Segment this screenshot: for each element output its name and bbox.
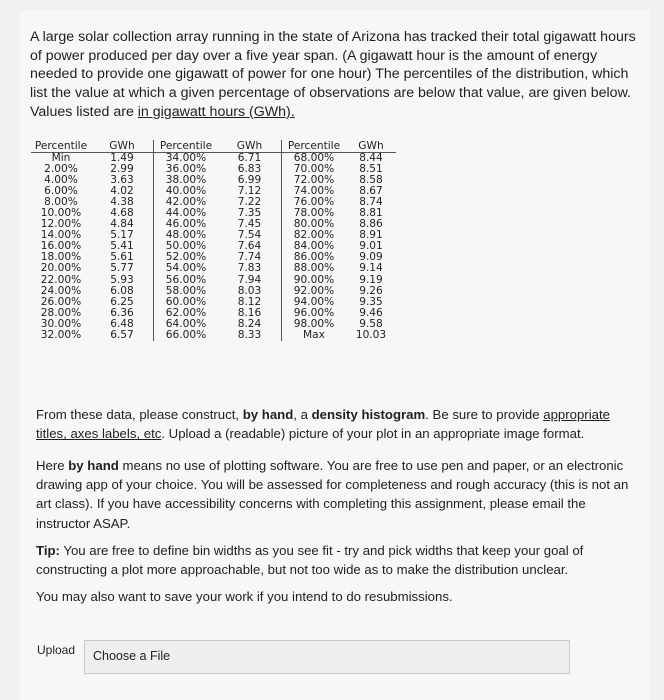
- header-percentile-1: Percentile: [31, 140, 91, 153]
- cell-percentile-2: 62.00%: [154, 308, 219, 319]
- cell-percentile-2: 44.00%: [154, 208, 219, 219]
- table-row: [31, 275, 396, 286]
- cell-gwh-2: 6.83: [237, 163, 262, 176]
- cell-gwh-2: 7.12: [237, 185, 262, 198]
- cell-gwh-3: 8.81: [359, 207, 383, 220]
- cell-percentile-3: 86.00%: [282, 252, 347, 263]
- cell-percentile-1: Min: [51, 152, 71, 164]
- cell-gwh-2: 8.16: [237, 306, 262, 319]
- upload-label: Upload: [37, 643, 76, 657]
- cell-gwh-2: 8.33: [237, 328, 262, 341]
- cell-gwh-1: 5.93: [110, 273, 134, 286]
- cell-gwh-1: 5.41: [110, 240, 134, 253]
- table-row: [31, 153, 396, 165]
- cell-percentile-2: 36.00%: [154, 164, 219, 175]
- cell-gwh-1: 4.02: [110, 185, 134, 198]
- cell-gwh-2: 8.03: [237, 284, 262, 297]
- table-row: [31, 175, 396, 186]
- cell-percentile-2: 42.00%: [154, 197, 219, 208]
- cell-percentile-3: 88.00%: [282, 263, 347, 274]
- cell-percentile-1: 2.00%: [44, 163, 78, 176]
- cell-gwh-1: 2.99: [110, 163, 134, 176]
- table-row: [31, 263, 396, 274]
- choose-file-button[interactable]: Choose a File: [93, 649, 171, 663]
- cell-gwh-3: 10.03: [355, 328, 387, 341]
- cell-percentile-1: 4.00%: [44, 174, 78, 187]
- table-row: [31, 252, 396, 263]
- cell-gwh-2: 7.54: [237, 229, 262, 242]
- table-header-row: [31, 140, 396, 153]
- table-row: [31, 297, 396, 308]
- header-gwh-2: GWh: [218, 140, 282, 153]
- cell-percentile-1: 14.00%: [40, 229, 82, 242]
- cell-percentile-1: 8.00%: [44, 196, 78, 209]
- cell-gwh-2: 6.99: [237, 174, 262, 187]
- cell-percentile-3: 74.00%: [282, 186, 347, 197]
- cell-gwh-2: 7.94: [237, 273, 262, 286]
- cell-percentile-2: 38.00%: [154, 175, 219, 186]
- cell-percentile-3: 96.00%: [282, 308, 347, 319]
- table-row: [31, 208, 396, 219]
- cell-percentile-2: 58.00%: [154, 286, 219, 297]
- table-row: [31, 319, 396, 330]
- cell-percentile-1: 16.00%: [40, 240, 82, 253]
- table-row: [31, 230, 396, 241]
- cell-gwh-3: 8.58: [359, 174, 383, 187]
- cell-gwh-2: 8.24: [237, 317, 262, 330]
- cell-gwh-3: 9.09: [359, 251, 383, 264]
- header-percentile-2: Percentile: [154, 140, 219, 153]
- cell-percentile-2: 52.00%: [154, 252, 219, 263]
- cell-percentile-2: 50.00%: [154, 241, 219, 252]
- cell-gwh-3: 8.74: [359, 196, 383, 209]
- cell-percentile-2: 60.00%: [154, 297, 219, 308]
- cell-gwh-1: 6.08: [110, 284, 134, 297]
- cell-gwh-1: 3.63: [110, 174, 134, 187]
- cell-percentile-1: 26.00%: [40, 295, 82, 308]
- cell-gwh-1: 6.25: [110, 295, 134, 308]
- cell-percentile-1: 30.00%: [40, 317, 82, 330]
- cell-gwh-1: 5.77: [110, 262, 134, 275]
- cell-percentile-1: 22.00%: [40, 273, 82, 286]
- cell-gwh-2: 7.22: [237, 196, 262, 209]
- cell-gwh-1: 4.84: [110, 218, 134, 231]
- upload-field[interactable]: [84, 640, 570, 674]
- header-gwh-3: GWh: [346, 140, 396, 153]
- cell-gwh-3: 8.86: [359, 218, 383, 231]
- cell-gwh-3: 8.51: [359, 163, 383, 176]
- cell-percentile-3: 70.00%: [282, 164, 347, 175]
- cell-percentile-3: 68.00%: [282, 153, 347, 165]
- cell-percentile-1: 12.00%: [40, 218, 82, 231]
- cell-percentile-1: 28.00%: [40, 306, 82, 319]
- cell-gwh-3: 9.19: [359, 273, 383, 286]
- cell-gwh-2: 7.64: [237, 240, 262, 253]
- cell-gwh-3: 9.58: [359, 317, 383, 330]
- intro-text: A large solar collection array running in the state of Arizona has tracked their total gigawatt hours of power produced per day over a five year span. (A gigawatt hour is the amount of energy needed to provide one gigawatt of power for one hour) The percentiles of the distribution, which list the value at which a given percentage of observations are below that value, are given below. Values listed are: [30, 29, 636, 120]
- cell-gwh-2: 7.83: [237, 262, 262, 275]
- cell-percentile-3: 94.00%: [282, 297, 347, 308]
- cell-gwh-1: 1.49: [110, 152, 134, 164]
- instr-text-2: , a: [293, 407, 312, 422]
- cell-gwh-1: 4.38: [110, 196, 134, 209]
- cell-percentile-3: 90.00%: [282, 275, 347, 286]
- cell-percentile-1: 10.00%: [40, 207, 82, 220]
- cell-percentile-1: 6.00%: [44, 185, 78, 198]
- cell-gwh-3: 9.01: [359, 240, 383, 253]
- cell-gwh-1: 6.48: [110, 317, 134, 330]
- cell-percentile-3: 82.00%: [282, 230, 347, 241]
- table-row: [31, 308, 396, 319]
- cell-percentile-1: 20.00%: [40, 262, 82, 275]
- cell-gwh-2: 8.12: [237, 295, 262, 308]
- cell-gwh-3: 9.26: [359, 284, 383, 297]
- cell-percentile-1: 24.00%: [40, 284, 82, 297]
- cell-gwh-2: 7.45: [237, 218, 262, 231]
- percentile-table: [31, 140, 396, 341]
- cell-percentile-1: 18.00%: [40, 251, 82, 264]
- table-row: [31, 241, 396, 252]
- cell-percentile-2: 66.00%: [154, 330, 219, 341]
- cell-gwh-2: 7.35: [237, 207, 262, 220]
- units-link-text: in gigawatt hours (GWh).: [137, 103, 295, 120]
- table-row: [31, 186, 396, 197]
- table-row: [31, 164, 396, 175]
- cell-percentile-3: 72.00%: [282, 175, 347, 186]
- cell-gwh-1: 5.17: [110, 229, 134, 242]
- cell-gwh-3: 9.46: [359, 306, 383, 319]
- cell-percentile-3: 92.00%: [282, 286, 347, 297]
- byhand-text-1: Here: [36, 458, 69, 473]
- by-hand-explanation: [36, 456, 636, 533]
- table-row: [31, 286, 396, 297]
- cell-gwh-1: 6.36: [110, 306, 134, 319]
- cell-percentile-2: 64.00%: [154, 319, 219, 330]
- cell-percentile-2: 56.00%: [154, 275, 219, 286]
- cell-percentile-2: 40.00%: [154, 186, 219, 197]
- table-row: [31, 219, 396, 230]
- cell-gwh-3: 9.14: [359, 262, 383, 275]
- cell-percentile-3: 80.00%: [282, 219, 347, 230]
- instr-bold-density-histogram: density histogram: [311, 407, 426, 422]
- cell-percentile-1: 32.00%: [40, 328, 82, 341]
- header-percentile-3: Percentile: [282, 140, 347, 153]
- cell-percentile-2: 48.00%: [154, 230, 219, 241]
- cell-gwh-2: 7.74: [237, 251, 262, 264]
- cell-gwh-3: 8.91: [359, 229, 383, 242]
- table-body: [31, 153, 396, 341]
- cell-percentile-3: 98.00%: [282, 319, 347, 330]
- byhand-text-2: means no use of plotting software. You are free to use pen and paper, or an electronic drawing app of your choice. You will be assessed for completeness and rough accuracy (this is not an art class). If you have accessibility concerns with completing this assignment, please email the instructor ASAP.: [36, 458, 629, 531]
- header-gwh-1: GWh: [91, 140, 154, 153]
- problem-intro: [30, 28, 642, 122]
- cell-percentile-3: 78.00%: [282, 208, 347, 219]
- cell-percentile-3: 84.00%: [282, 241, 347, 252]
- instr-bold-by-hand: by hand: [242, 407, 294, 422]
- cell-percentile-3: Max: [282, 330, 347, 341]
- cell-percentile-2: 54.00%: [154, 263, 219, 274]
- percentile-table-wrap: [31, 140, 396, 341]
- cell-gwh-3: 8.44: [359, 152, 383, 164]
- cell-gwh-1: 6.57: [110, 328, 134, 341]
- table-row: [31, 197, 396, 208]
- instr-text-3: . Be sure to provide: [425, 407, 544, 422]
- table-row: [31, 330, 396, 341]
- byhand-bold: by hand: [68, 458, 119, 473]
- cell-percentile-3: 76.00%: [282, 197, 347, 208]
- cell-gwh-3: 9.35: [359, 295, 383, 308]
- instr-text-4: . Upload a (readable) picture of your plot in an appropriate image format.: [161, 426, 585, 442]
- construct-instructions: [36, 405, 636, 443]
- cell-gwh-3: 8.67: [359, 185, 383, 198]
- cell-percentile-2: 46.00%: [154, 219, 219, 230]
- instr-underline-titles: appropriate titles, axes labels, etc: [36, 407, 610, 442]
- tip-text: You are free to define bin widths as you see fit - try and pick widths that keep your goal of constructing a plot more approachable, but not too wide as to make the distribution unclear.: [36, 543, 584, 578]
- save-note: You may also want to save your work if you intend to do resubmissions.: [36, 589, 453, 604]
- cell-percentile-2: 34.00%: [154, 153, 219, 165]
- cell-gwh-1: 4.68: [110, 207, 134, 220]
- tip-paragraph: [36, 541, 636, 579]
- instr-text-1: From these data, please construct,: [36, 407, 243, 422]
- cell-gwh-1: 5.61: [110, 251, 134, 264]
- cell-gwh-2: 6.71: [237, 152, 262, 164]
- tip-label: Tip:: [36, 543, 60, 558]
